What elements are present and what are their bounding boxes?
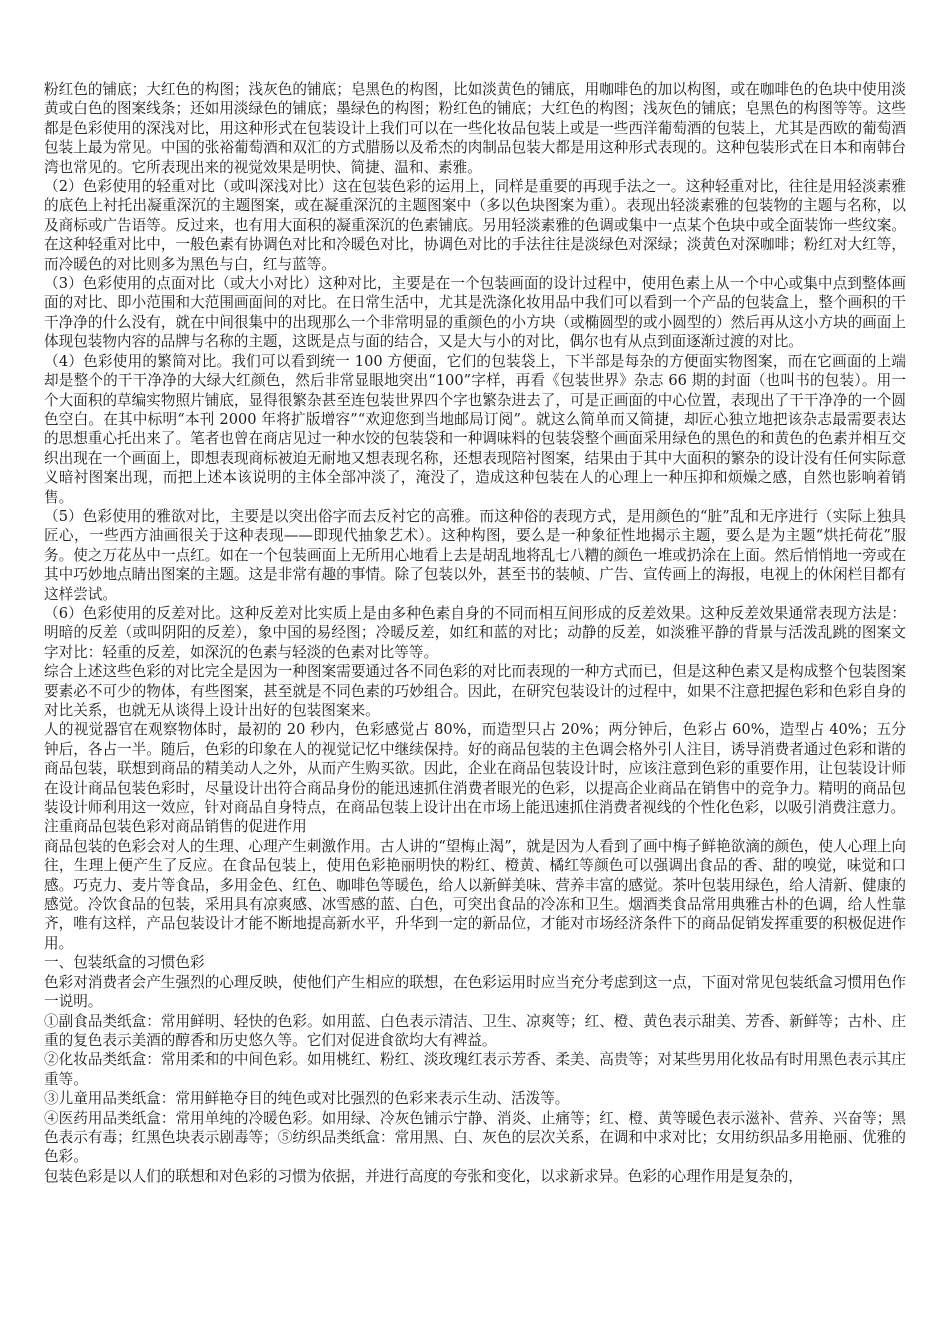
paragraph-difference-contrast: （6）色彩使用的反差对比。这种反差对比实质上是由多种色素自身的不同而相互间形成的反差效果。这种反差效果通常表现方法是：明暗的反差（或叫阴阳的反差），象中国的易经图；冷暖反差，如红和蓝的对比；动静的反差，如淡雅平静的背景与活泼乱跳的图案文字对比：轻重的反差，如深沉的色素与轻淡的色素对比等等。 [44, 604, 906, 661]
paragraph-weight-contrast: （2）色彩使用的轻重对比（或叫深浅对比）这在包装色彩的运用上，同样是重要的再现手法之一。这种轻重对比，往往是用轻淡素雅的底色上衬托出凝重深沉的主题图案，或在凝重深沉的主题图案中（多以色块图案为重）。表现出轻淡素雅的包装物的主题与名称，以及商标或广告语等。反过来，也有用大面积的凝重深沉的色素铺底。另用轻淡素雅的色调或集中一点某个色块中或全面装饰一些纹案。在这种轻重对比中，一般色素有协调色对比和冷暖色对比，协调色对比的手法往往是淡绿色对深绿；淡黄色对深咖啡；粉红对大红等，而冷暖色的对比则多为黑色与白，红与蓝等。 [44, 178, 906, 273]
paragraph-elegance-contrast: （5）色彩使用的雅欲对比，主要是以突出俗字而去反衬它的高雅。而这种俗的表现方式，是用颜色的“脏”乱和无序进行（实际上独具匠心，一些西方油画很关于这种表现——即现代抽象艺术）。这种构图，要么是一种象征性地揭示主题，要么是为主题“烘托荷花”服务。使之万花丛中一点红。如在一个包装画面上无所用心地看上去是胡乱地将乱七八糟的颜色一堆或扔涂在上面。然后悄悄地一旁或在其中巧妙地点睛出图案的主题。这是非常有趣的事情。除了包装以外，甚至书的装帧、广告、宣传画上的海报，电视上的休闲栏目都有这样尝试。 [44, 507, 906, 603]
paragraph-color-psychology: 包装色彩是以人们的联想和对色彩的习惯为依据，并进行高度的夸张和变化，以求新求异。色彩的心理作用是复杂的， [44, 1167, 803, 1185]
list-item-medicine-carton: ④医药用品类纸盒：常用单纯的冷暖色彩。如用绿、冷灰色铺示宁静、消炎、止痛等；红、橙、黄等暖色表示滋补、营养、兴奋等；黑色表示有毒；红黑色块表示剧毒等；⑤纺织品类纸盒：常用黑、白、灰色的层次关系，在调和中求对比；女用纺织品多用艳丽、优雅的色彩。 [44, 1109, 906, 1166]
list-item-cosmetics-carton: ②化妆品类纸盒：常用柔和的中间色彩。如用桃红、粉红、淡玫瑰红表示芳香、柔美、高贵等；对某些男用化妆品有时用黑色表示其庄重等。 [44, 1051, 906, 1088]
paragraph-visual-perception: 人的视觉器官在观察物体时，最初的 20 秒内，色彩感觉占 80%，而造型只占 20%；两分钟后，色彩占 60%，造型占 40%；五分钟后，各占一半。随后，色彩的印象在人的视觉记忆中继续保持。好的商品包装的主色调会格外引人注目，诱导消费者通过色彩和谐的商品包装，联想到商品的精美动人之外，从而产生购买欲。因此，企业在商品包装设计时，应该注意到色彩的重要作用，让包装设计师在设计商品包装色彩时，尽量设计出符合商品身份的能迅速抓住消费者眼光的色彩，以提高企业商品在销售中的竞争力。精明的商品包装设计师利用这一效应，针对商品自身特点，在商品包装上设计出在市场上能迅速抓住消费者视线的个性化色彩，以吸引消费注意力。 [44, 721, 906, 817]
paragraph-shade-contrast-tail: 粉红色的铺底；大红色的构图；浅灰色的铺底；皂黑色的构图，比如淡黄色的铺底，用咖啡色的加以构图，或在咖啡色的色块中使用淡黄或白色的图案线条；还如用淡绿色的铺底；墨绿色的构图；粉红色的铺底；大红色的构图；浅灰色的铺底；皂黑色的构图等等。这些都是色彩使用的深浅对比，用这种形式在包装设计上我们可以在一些化妆品包装上或是一些西洋葡萄酒的包装上，尤其是西欧的葡萄酒包装上最为常见。中国的张裕葡萄酒和双汇的方式腊肠以及希杰的肉制品包装大都是用这种形式表现的。这种包装形式在日本和南韩台湾也常见的。它所表现出来的视觉效果是明快、简捷、温和、素雅。 [44, 81, 906, 176]
paragraph-summary: 综合上述这些色彩的对比完全是因为一种图案需要通过各不同色彩的对比而表现的一种方式而已，但是这种色素又是构成整个包装图案要素必不可少的物体，有些图案，甚至就是不同色素的巧妙组合。因此，在研究包装设计的过程中，如果不注意把握色彩和色彩自身的对比关系，也就无从谈得上设计出好的包装图案来。 [44, 663, 906, 719]
paragraph-complexity-contrast: （4）色彩使用的繁简对比。我们可以看到统一 100 方便面，它们的包装袋上，下半部是每杂的方便面实物图案，而在它画面的上端却是整个的干干净净的大绿大红颜色，然后非常显眼地突出“100”字样，再看《包装世界》杂志 66 期的封面（也叫书的包装）。用一个大面积的草编实物照片铺底，显得很繁杂甚至连包装世界四个字也繁杂进去了，可是正画面的中心位置，表现出了干干净净的一个圆色空白。在其中标明“本刊 2000 年将扩版增容”“欢迎您到当地邮局订阅”。就这么简单而又简捷，却匠心独立地把该杂志最需要表达的思想重心托出来了。笔者也曾在商店见过一种水饺的包装袋和一种调味料的包装袋整个画面采用绿色的黑色的和黄色的色素并相互交织出现在一个画面上，即想表现商标被迫无耐地又想表现名称，还想表现陪衬图案，结果由于其中大面积的繁杂的设计没有任何实际意义暗衬图案出现，而把上述本该说明的主体全部冲淡了，淹没了，造成这种包装在人的心理上一种压抑和烦燥之感，自然也影响着销售。 [44, 352, 906, 506]
paragraph-color-stimulus: 商品包装的色彩会对人的生理、心理产生刺激作用。古人讲的“望梅止渴”，就是因为人看到了画中梅子鲜艳欲滴的颜色，使人心理上向往，生理上便产生了反应。在食品包装上，使用色彩艳丽明快的粉红、橙黄、橘红等颜色可以强调出食品的香、甜的嗅觉，味觉和口感。巧克力、麦片等食品，多用金色、红色、咖啡色等暖色，给人以新鲜美味、营养丰富的感觉。茶叶包装用绿色，给人清新、健康的感觉。冷饮食品的包装，采用具有凉爽感、冰雪感的蓝、白色，可突出食品的冷冻和卫生。烟酒类食品常用典雅古朴的色调，给人性靠齐，唯有这样，产品包装设计才能不断地提高新水平，升华到一定的新品位，才能对市场经济条件下的商品促销发挥重要的积极促进作用。 [44, 837, 906, 952]
paragraph-carton-intro: 色彩对消费者会产生强烈的心理反映，使他们产生相应的联想，在色彩运用时应当充分考虑到这一点，下面对常见包装纸盒习惯用色作一说明。 [44, 973, 906, 1011]
section-heading-sales-promotion: 注重商品包装色彩对商品销售的促进作用 [44, 818, 307, 836]
section-heading-carton-colors: 一、包装纸盒的习惯色彩 [44, 954, 205, 972]
list-item-food-carton: ①副食品类纸盒：常用鲜明、轻快的色彩。如用蓝、白色表示清洁、卫生、凉爽等；红、橙、黄色表示甜美、芳香、新鲜等；古朴、庄重的复色表示美酒的醇香和历史悠久等。它们对促进食欲均大有裨益。 [44, 1012, 906, 1049]
paragraph-point-area-contrast: （3）色彩使用的点面对比（或大小对比）这种对比，主要是在一个包装画面的设计过程中，使用色素上从一个中心或集中点到整体画面的对比、即小范围和大范围画面间的对比。在日常生活中，尤其是洗涤化妆用品中我们可以看到一个产品的包装盒上，整个画积的干干净净的什么没有，就在中间很集中的出现那么一个非常明显的重颜色的小方块（或椭圆型的或小圆型的）然后再从这小方块的画面上体现包装物内容的品牌与名称的主题，这既是点与面的结合，又是大与小的对比，偶尔也有从点到面逐渐过渡的对比。 [44, 275, 906, 351]
list-item-children-carton: ③儿童用品类纸盒：常用鲜艳夺目的纯色或对比强烈的色彩来表示生动、活泼等。 [44, 1090, 570, 1108]
